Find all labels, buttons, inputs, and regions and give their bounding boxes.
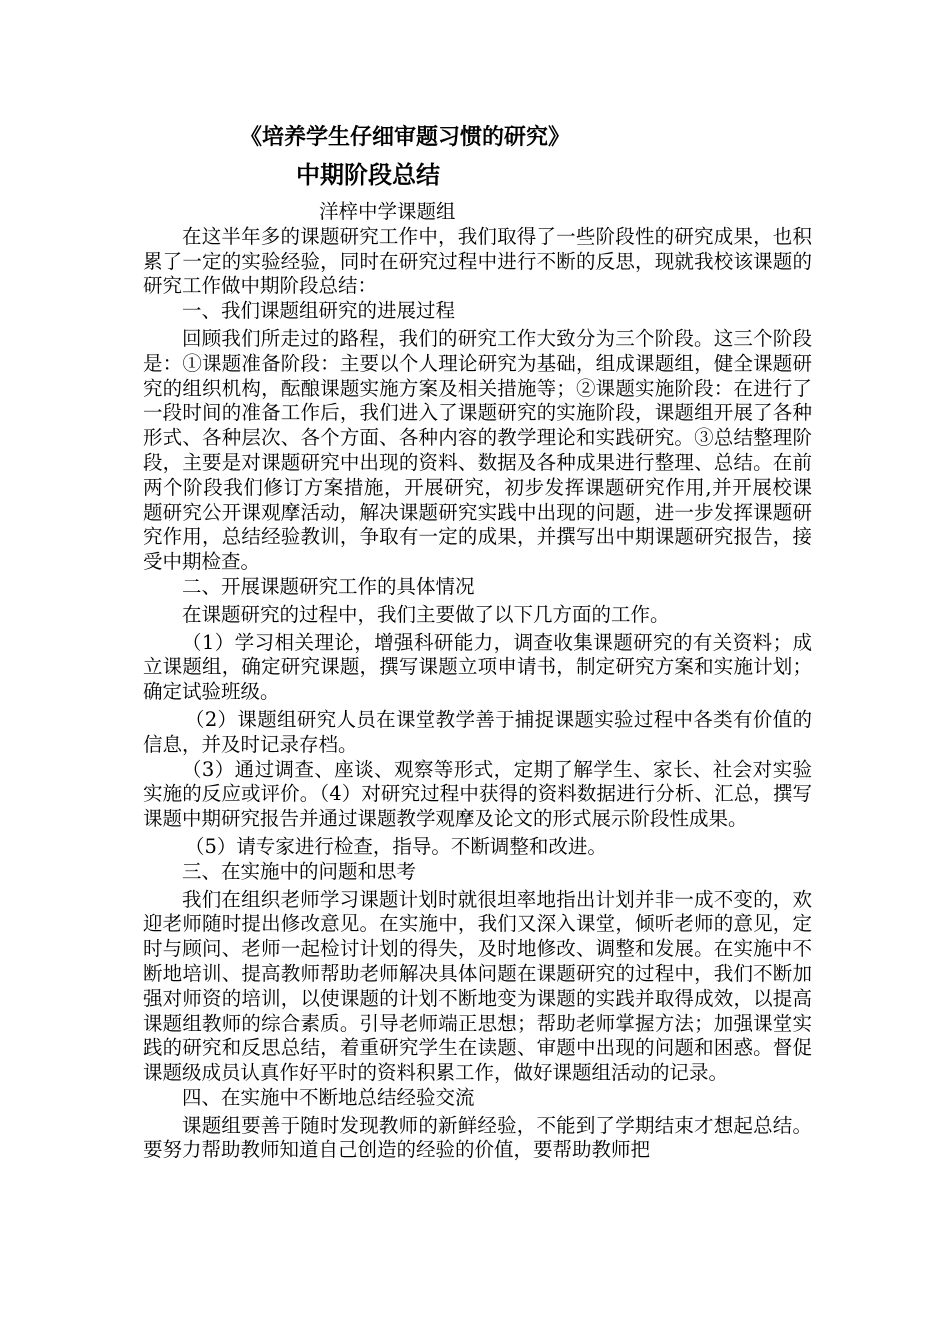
paragraph: 在课题研究的过程中，我们主要做了以下几方面的工作。	[182, 602, 670, 626]
intro-paragraph: 在这半年多的课题研究工作中，我们取得了一些阶段性的研究成果，也积累了一定的实验经验，同时在研究过程中进行不断的反思，现就我校该课题的研究工作做中期阶段总结：	[143, 224, 812, 298]
list-item: （5）请专家进行检查，指导。不断调整和改进。	[185, 834, 607, 858]
document-body	[143, 200, 812, 1163]
author-line: 洋梓中学课题组	[319, 200, 456, 223]
document-title: 《培养学生仔细审题习惯的研究》	[240, 124, 571, 150]
list-item: （3）通过调查、座谈、观察等形式，定期了解学生、家长、社会对实验实施的反应或评价。（4）对研究过程中获得的资料数据进行分析、汇总，撰写课题中期研究报告并通过课题教学观摩及论文的形式展示阶段性成果。	[143, 757, 812, 831]
paragraph: 回顾我们所走过的路程，我们的研究工作大致分为三个阶段。这三个阶段是：①课题准备阶段：主要以个人理论研究为基础，组成课题组，健全课题研究的组织机构，酝酿课题实施方案及相关措施等；②课题实施阶段：在进行了一段时间的准备工作后，我们进入了课题研究的实施阶段，课题组开展了各种形式、各种层次、各个方面、各种内容的教学理论和实践研究。③总结整理阶段，主要是对课题研究中出现的资料、数据及各种成果进行整理、总结。在前两个阶段我们修订方案措施，开展研究，初步发挥课题研究作用,并开展校课题研究公开课观摩活动，解决课题研究实践中出现的问题，进一步发挥课题研究作用，总结经验教训，争取有一定的成果，并撰写出中期课题研究报告，接受中期检查。	[143, 326, 812, 574]
document-subtitle: 中期阶段总结	[296, 160, 440, 189]
paragraph: 我们在组织老师学习课题计划时就很坦率地指出计划并非一成不变的，欢迎老师随时提出修改意见。在实施中，我们又深入课堂，倾听老师的意见，定时与顾问、老师一起检讨计划的得失，及时地修改、调整和发展。在实施中不断地培训、提高教师帮助老师解决具体问题在课题研究的过程中，我们不断加强对师资的培训，以使课题的计划不断地变为课题的实践并取得成效，以提高课题组教师的综合素质。引导老师端正思想；帮助老师掌握方法；加强课堂实践的研究和反思总结，着重研究学生在读题、审题中出现的问题和困惑。督促课题级成员认真作好平时的资料积累工作，做好课题组活动的记录。	[143, 887, 812, 1085]
paragraph: 课题组要善于随时发现教师的新鲜经验，不能到了学期结束才想起总结。要努力帮助教师知道自己创造的经验的价值，要帮助教师把	[143, 1113, 812, 1162]
list-item: （1）学习相关理论，增强科研能力，调查收集课题研究的有关资料；成立课题组，确定研究课题，撰写课题立项申请书，制定研究方案和实施计划；确定试验班级。	[143, 630, 812, 704]
section-heading-3: 三、在实施中的问题和思考	[182, 859, 417, 883]
section-heading-4: 四、在实施中不断地总结经验交流	[182, 1085, 475, 1109]
list-item: （2）课题组研究人员在课堂教学善于捕捉课题实验过程中各类有价值的信息，并及时记录存档。	[143, 707, 812, 756]
section-heading-2: 二、开展课题研究工作的具体情况	[182, 574, 475, 598]
section-heading-1: 一、我们课题组研究的进展过程	[182, 299, 456, 323]
